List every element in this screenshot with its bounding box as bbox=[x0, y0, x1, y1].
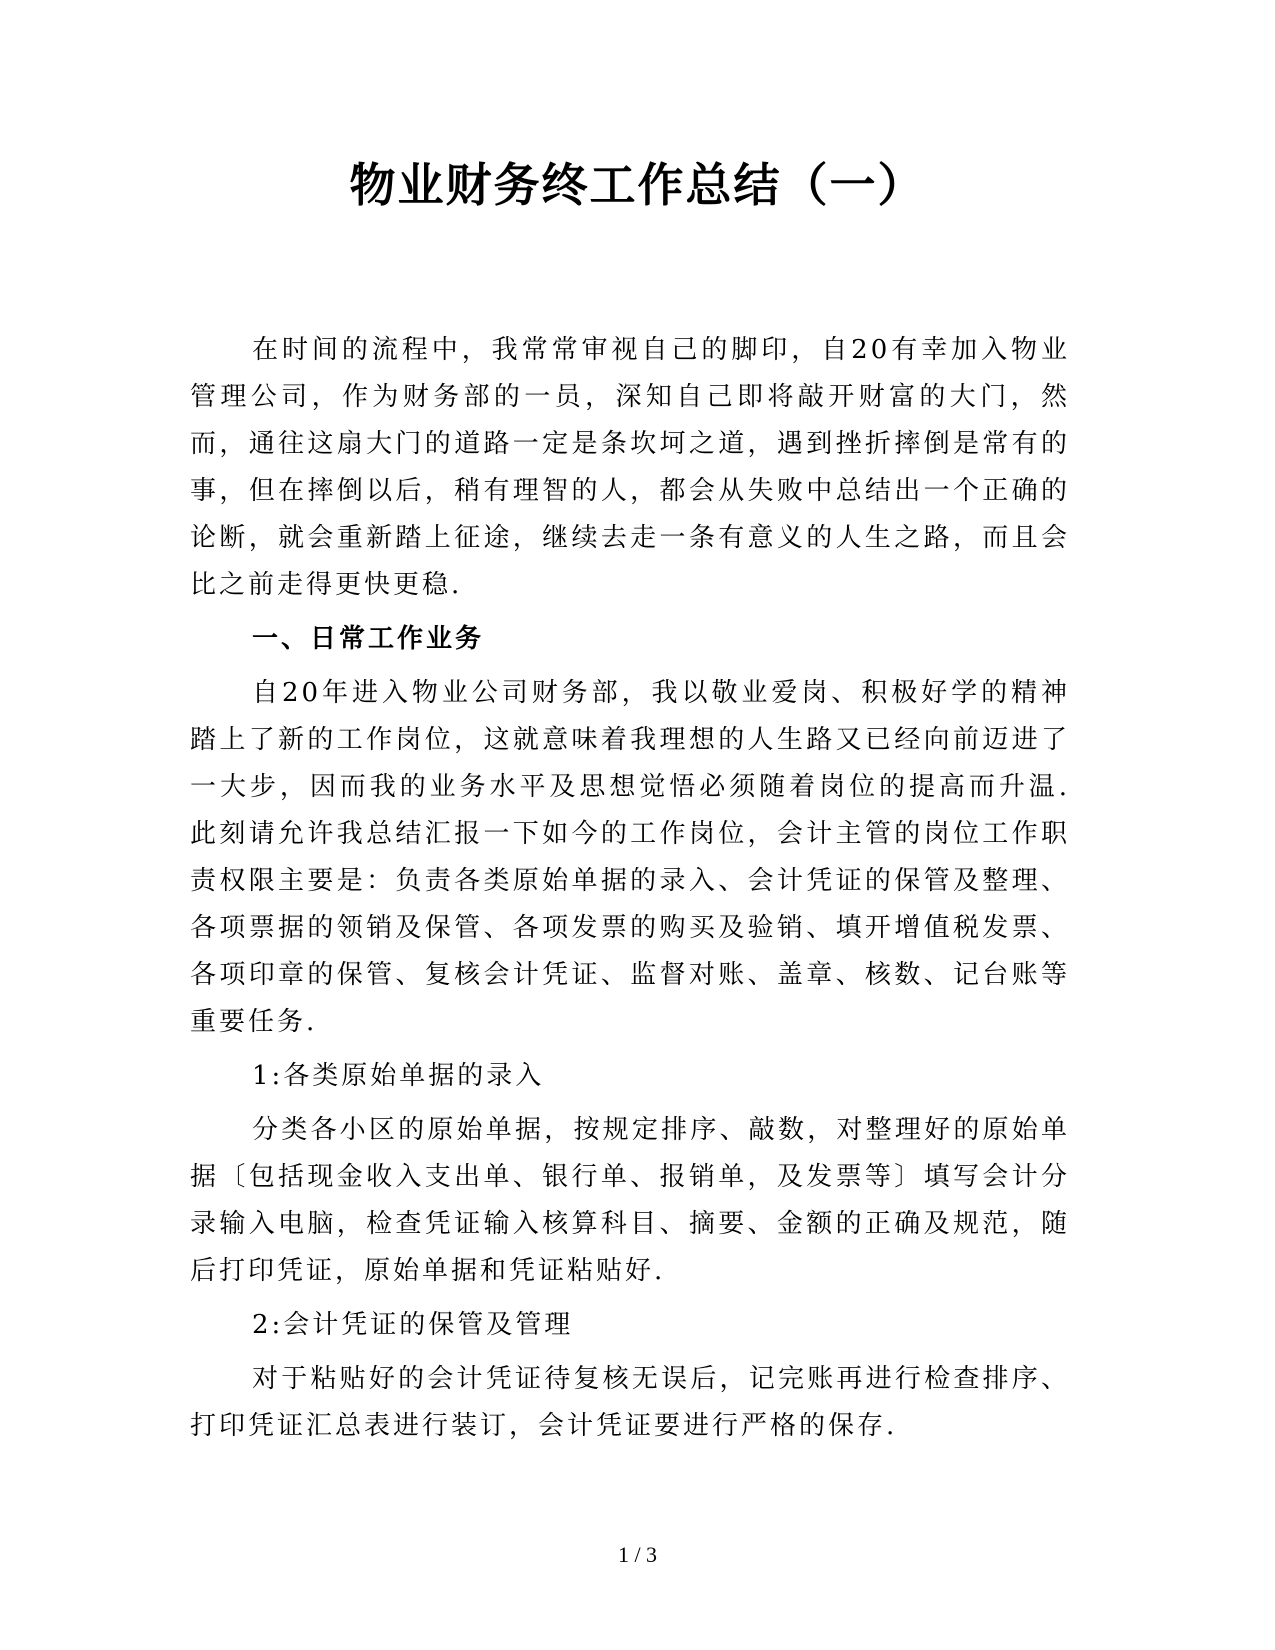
section-paragraph-daily-work: 自20年进入物业公司财务部，我以敬业爱岗、积极好学的精神踏上了新的工作岗位，这就意味着我理想的人生路又已经向前迈进了一大步，因而我的业务水平及思想觉悟必须随着岗位的提高而升温.此刻请允许我总结汇报一下如今的工作岗位，会计主管的岗位工作职责权限主要是：负责各类原始单据的录入、会计凭证的保管及整理、各项票据的领销及保管、各项发票的购买及验销、填开增值税发票、各项印章的保管、复核会计凭证、监督对账、盖章、核数、记台账等重要任务. bbox=[190, 678, 1070, 1037]
item-paragraph-voucher-custody: 对于粘贴好的会计凭证待复核无误后，记完账再进行检查排序、打印凭证汇总表进行装订，会计凭证要进行严格的保存. bbox=[190, 1364, 1070, 1441]
section-heading-daily-work: 一、日常工作业务 bbox=[252, 624, 485, 654]
document-body bbox=[190, 327, 1070, 1450]
item-heading-voucher-entry: 1:各类原始单据的录入 bbox=[252, 1061, 545, 1091]
item-paragraph-voucher-entry: 分类各小区的原始单据，按规定排序、敲数，对整理好的原始单据〔包括现金收入支出单、银行单、报销单，及发票等〕填写会计分录输入电脑，检查凭证输入核算科目、摘要、金额的正确及规范，随后打印凭证，原始单据和凭证粘贴好. bbox=[190, 1115, 1070, 1286]
intro-paragraph: 在时间的流程中，我常常审视自己的脚印，自20有幸加入物业管理公司，作为财务部的一员，深知自己即将敲开财富的大门，然而，通往这扇大门的道路一定是条坎坷之道，遇到挫折摔倒是常有的事，但在摔倒以后，稍有理智的人，都会从失败中总结出一个正确的论断，就会重新踏上征途，继续去走一条有意义的人生之路，而且会比之前走得更快更稳. bbox=[190, 335, 1070, 600]
page-number: 1 / 3 bbox=[617, 1542, 658, 1567]
item-heading-voucher-custody: 2:会计凭证的保管及管理 bbox=[252, 1310, 574, 1340]
document-title: 物业财务终工作总结（一） bbox=[349, 158, 926, 212]
